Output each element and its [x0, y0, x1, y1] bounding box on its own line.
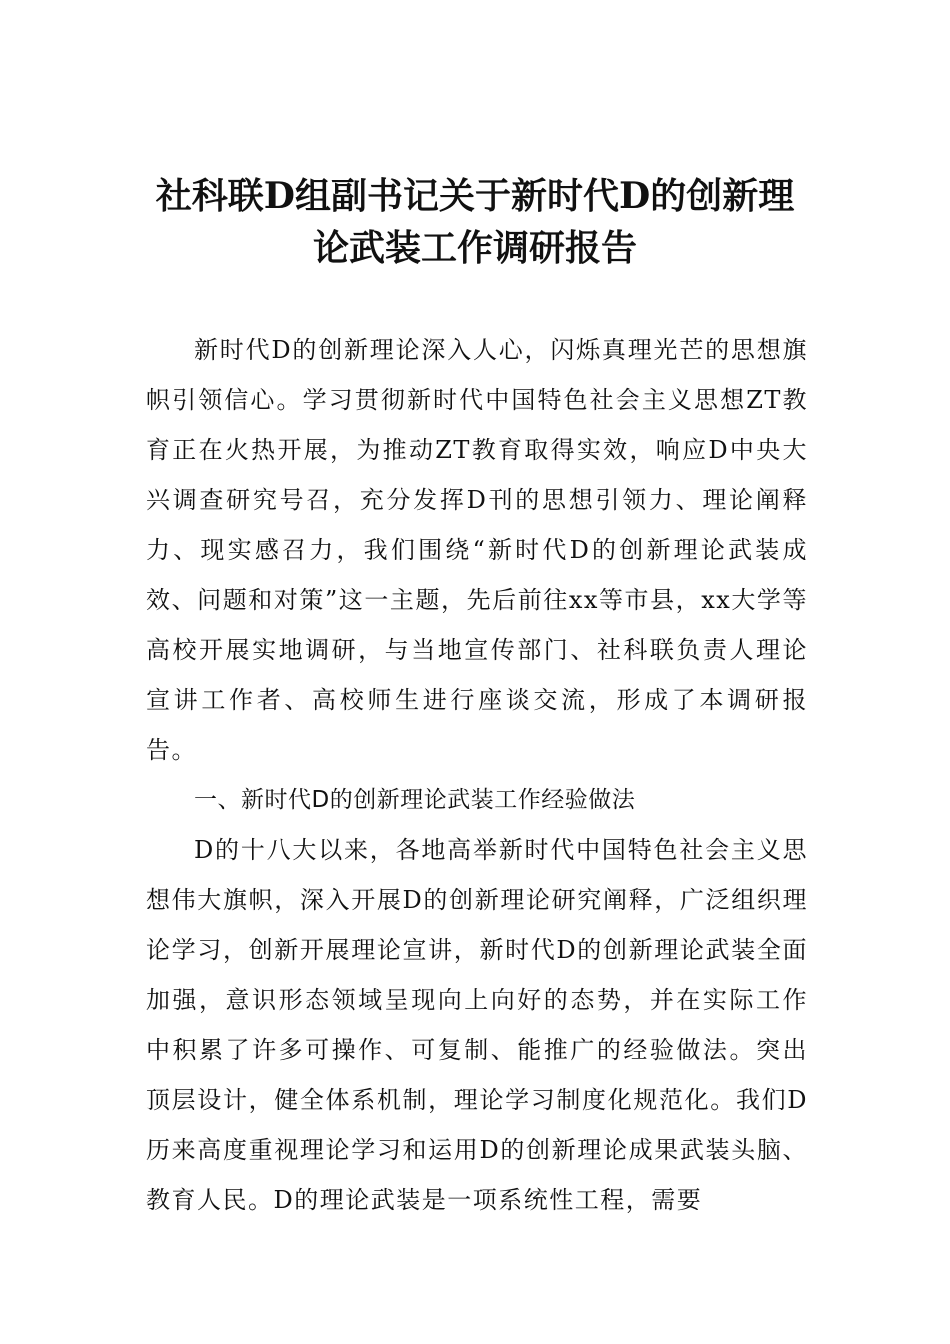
body-paragraph: D的十八大以来，各地高举新时代中国特色社会主义思想伟大旗帜，深入开展D的创新理论研究阐释，广泛组织理论学习，创新开展理论宣讲，新时代D的创新理论武装全面加强，意识形态领域呈现向上向好的态势，并在实际工作中积累了许多可操作、可复制、能推广的经验做法。突出顶层设计，健全体系机制，理论学习制度化规范化。我们D历来高度重视理论学习和运用D的创新理论成果武装头脑、教育人民。D的理论武装是一项系统性工程，需要	[146, 836, 808, 1214]
title-line-1: 社科联D组副书记关于新时代D的创新理	[155, 175, 795, 217]
document-body	[146, 325, 808, 1225]
document-title	[100, 170, 850, 274]
title-line-2: 论武装工作调研报告	[312, 227, 637, 269]
section-heading: 一、新时代D的创新理论武装工作经验做法	[194, 787, 636, 813]
intro-paragraph: 新时代D的创新理论深入人心，闪烁真理光芒的思想旗帜引领信心。学习贯彻新时代中国特色社会主义思想ZT教育正在火热开展，为推动ZT教育取得实效，响应D中央大兴调查研究号召，充分发挥D刊的思想引领力、理论阐释力、现实感召力，我们围绕“新时代D的创新理论武装成效、问题和对策”这一主题，先后前往xx等市县，xx大学等高校开展实地调研，与当地宣传部门、社科联负责人理论宣讲工作者、高校师生进行座谈交流，形成了本调研报告。	[146, 336, 808, 764]
